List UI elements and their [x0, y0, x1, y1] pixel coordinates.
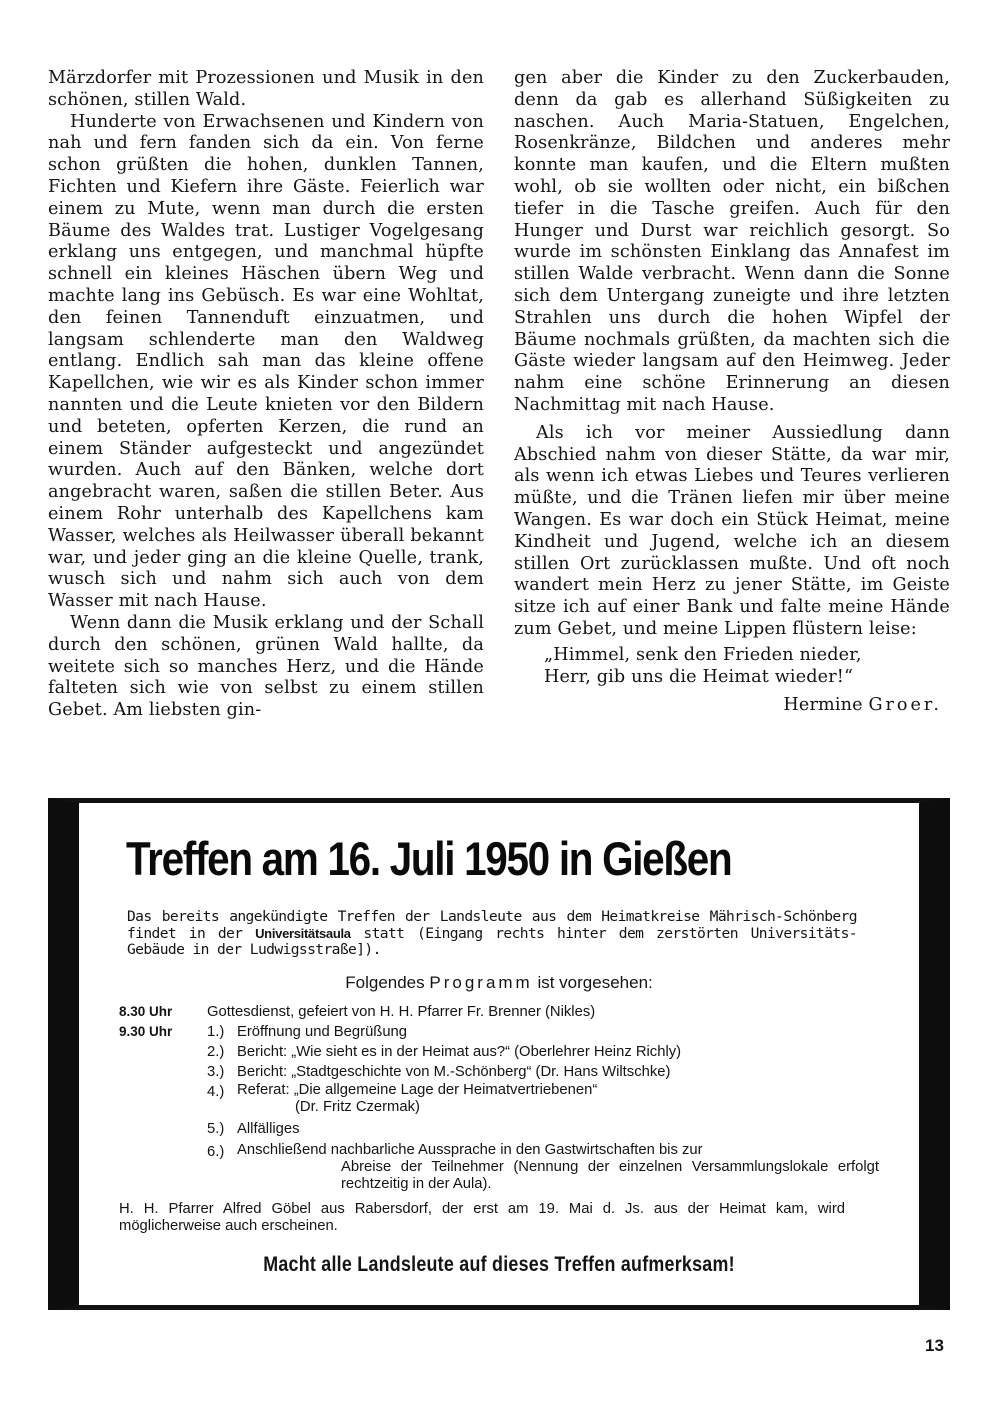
program-text-main: Referat: „Die allgemeine Lage der Heimatvertriebenen“: [237, 1082, 598, 1098]
intro-text: Das bereits angekündigte Treffen der Landsleute aus dem Heimatkreise Mährisch-Schönberg findet in der: [127, 908, 857, 942]
poem-line: „Himmel, senk den Frieden nieder,: [544, 644, 862, 665]
author-first-name: Hermine: [783, 695, 863, 716]
article-right-column: [514, 68, 950, 717]
program-text-continuation: Abreise der Teilnehmer (Nennung der einzelnen Versammlungslokale erfolgt rechtzeitig in der Aula).: [341, 1159, 879, 1192]
announcement-slogan: Macht alle Landsleute auf dieses Treffen aufmerksam!: [263, 1253, 735, 1276]
program-list: [119, 1002, 879, 1193]
program-item: [119, 1002, 879, 1022]
program-number: 5.): [207, 1121, 225, 1137]
program-text: Gottesdienst, gefeiert von H. H. Pfarrer Fr. Brenner (Nikles): [207, 1004, 596, 1020]
program-time: [119, 1062, 207, 1082]
program-number: 1.): [207, 1024, 225, 1040]
intro-venue: Universitätsaula: [255, 925, 351, 941]
announcement-note: H. H. Pfarrer Alfred Göbel aus Rabersdorf, der erst am 19. Mai d. Js. aus der Heimat kam, wird möglicherweise auch erscheinen.: [119, 1201, 845, 1234]
program-text: Allfälliges: [237, 1121, 300, 1137]
program-heading-text: ist vorgesehen:: [532, 973, 653, 992]
program-text: Bericht: „Wie sieht es in der Heimat aus?“ (Oberlehrer Heinz Richly): [237, 1044, 682, 1060]
program-number: 4.): [207, 1084, 225, 1100]
program-item: [119, 1082, 879, 1116]
announcement-title: Treffen am 16. Juli 1950 in Gießen: [126, 832, 732, 885]
program-number: 6.): [207, 1144, 225, 1160]
program-number: 3.): [207, 1064, 225, 1080]
program-text: [237, 1142, 879, 1193]
program-text: Bericht: „Stadtgeschichte von M.-Schönberg“ (Dr. Hans Wiltschke): [237, 1064, 671, 1080]
program-item: [119, 1022, 879, 1042]
program-item: [119, 1142, 879, 1193]
program-text: Eröffnung und Begrüßung: [237, 1024, 408, 1040]
program-time: [119, 1082, 207, 1116]
program-item: [119, 1062, 879, 1082]
article-left-column: [48, 68, 484, 722]
author-last-name: Groer.: [868, 695, 942, 716]
poem-line: Herr, gib uns die Heimat wieder!“: [544, 666, 854, 687]
announcement-intro: [127, 909, 857, 959]
article-paragraph: Märzdorfer mit Prozessionen und Musik in den schönen, stillen Wald.: [48, 68, 484, 110]
program-item: [119, 1119, 879, 1139]
program-heading-emphasis: Programm: [429, 973, 533, 992]
article-paragraph: Wenn dann die Musik erklang und der Schall durch den schönen, grünen Wald hallte, da weitete sich so manches Herz, und die Hände falteten sich wie von selbst zu einem stillen Gebet. Am liebsten gin-: [48, 612, 484, 721]
page-number: 13: [925, 1336, 944, 1355]
program-heading: [79, 973, 919, 993]
poem-quote: [544, 645, 950, 689]
program-time: [119, 1142, 207, 1193]
program-time: 8.30 Uhr: [119, 1004, 173, 1019]
program-text-continuation: (Dr. Fritz Czermak): [295, 1099, 420, 1115]
program-number: 2.): [207, 1044, 225, 1060]
program-heading-text: Folgendes: [345, 973, 430, 992]
program-time: [119, 1042, 207, 1062]
article-paragraph: gen aber die Kinder zu den Zuckerbauden, denn da gab es allerhand Süßigkeiten zu naschen. Auch Maria-Statuen, Engelchen, Rosenkränze, Bildchen und anderes mehr konnte man kaufen, und die Eltern mußten wohl, ob sie wollten oder nicht, ein bißchen tiefer in die Tasche greifen. Auch für den Hunger und Durst war reichlich gesorgt. So wurde im schönsten Einklang das Annafest im stillen Walde verbracht. Wenn dann die Sonne sich dem Untergang zuneigte und ihre letzten Strahlen uns durch die hohen Wipfel der Bäume nochmals grüßten, da machten sich die Gäste wieder langsam auf den Heimweg. Jeder nahm eine schöne Erinnerung an diesen Nachmittag mit nach Hause.: [514, 68, 950, 415]
program-item: [119, 1042, 879, 1062]
article-paragraph: Als ich vor meiner Aussiedlung dann Abschied nahm von dieser Stätte, da war mir, als wenn ich etwas Liebes und Teures verlieren müßte, und die Tränen liefen mir über meine Wangen. Es war doch ein Stück Heimat, meine Kindheit und Jugend, welche ich an diesem stillen Ort zurücklassen mußte. Und oft noch wandert mein Herz zu jener Stätte, im Geiste sitze ich auf einer Bank und falte meine Hände zum Gebet, und meine Lippen flüstern leise:: [514, 422, 950, 639]
program-time: [119, 1119, 207, 1139]
announcement-box: [48, 798, 950, 1310]
program-time: 9.30 Uhr: [119, 1024, 173, 1039]
author-signature: [514, 695, 950, 717]
intro-text: statt (Eingang rechts hinter dem zerstörten Universitäts-Gebäude in der Ludwigsstraße]).: [127, 924, 857, 958]
program-text-main: Anschließend nachbarliche Aussprache in den Gastwirtschaften bis zur: [237, 1142, 703, 1158]
article-paragraph: Hunderte von Erwachsenen und Kindern von nah und fern fanden sich da ein. Von ferne schon grüßten die hohen, dunklen Tannen, Fichten und Kiefern ihre Gäste. Feierlich war einem zu Mute, wenn man durch die ersten Bäume des Waldes trat. Lustiger Vogelgesang erklang uns entgegen, und manchmal hüpfte schnell ein kleines Häschen übern Weg und machte lang ins Gebüsch. Es war eine Wohltat, den feinen Tannenduft einzuatmen, und langsam schlenderte man den Waldweg entlang. Endlich sah man das kleine offene Kapellchen, wie wir es als Kinder schon immer nannten und die Leute knieten vor den Bildern und beteten, opferten Kerzen, die rund an einem Ständer aufgesteckt und angezündet wurden. Auch auf den Bänken, welche dort angebracht waren, saßen die stillen Beter. Aus einem Rohr unterhalb des Kapellchens kam Wasser, welches als Heilwasser überall bekannt war, und jeder ging an die kleine Quelle, trank, wusch sich und nahm sich auch von dem Wasser mit nach Hause.: [48, 111, 484, 612]
program-text: [237, 1082, 879, 1116]
